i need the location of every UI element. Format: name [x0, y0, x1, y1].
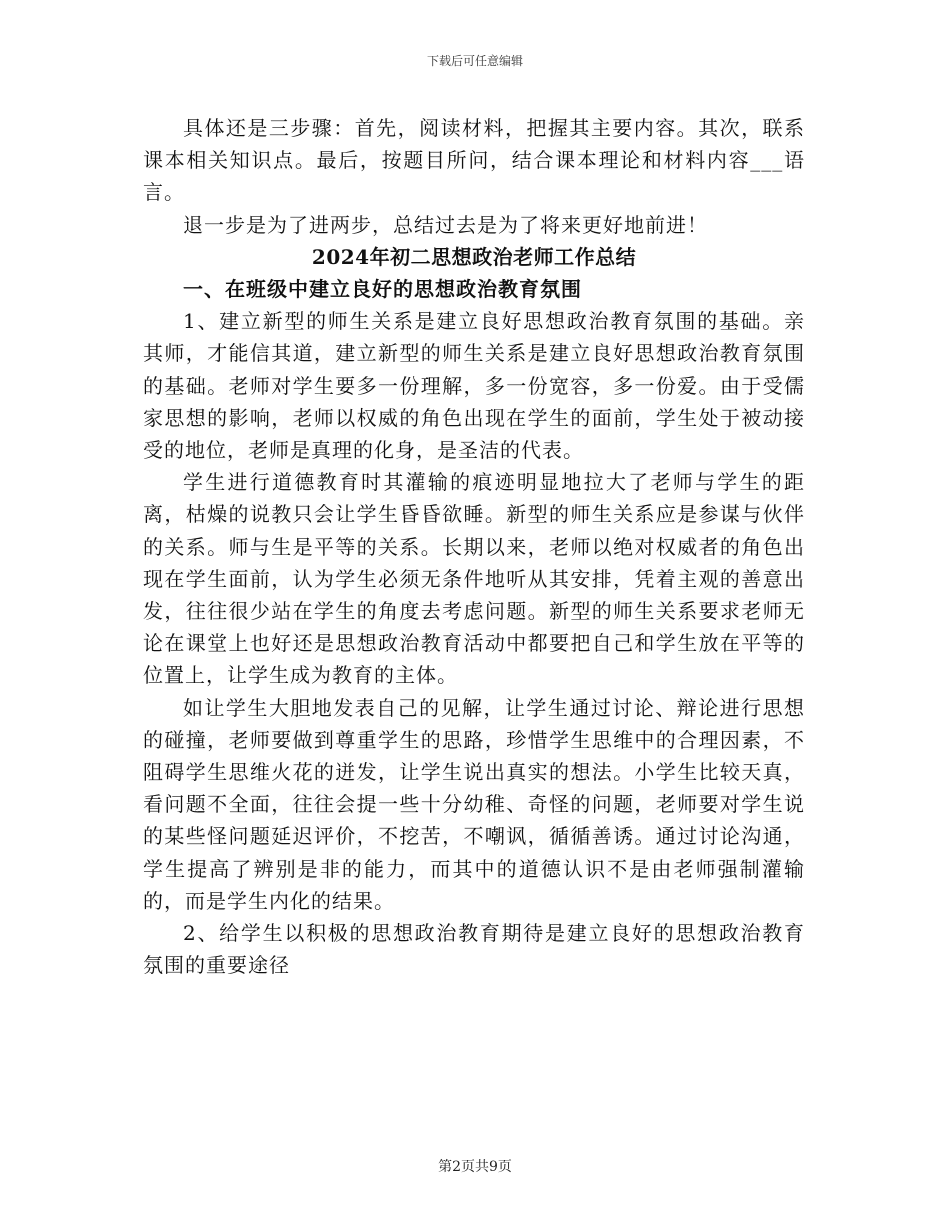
section-heading-1: 一、在班级中建立良好的思想政治教育氛围: [183, 277, 582, 302]
paragraph-steps: 具体还是三步骤：首先，阅读材料，把握其主要内容。其次，联系课本相关知识点。最后，按题目所问，结合课本理论和材料内容___语言。: [143, 116, 805, 205]
paragraph-positive-expectation: 2、给学生以积极的思想政治教育期待是建立良好的思想政治教育氛围的重要途径: [143, 921, 805, 978]
paragraph-summary-motto: 退一步是为了进两步，总结过去是为了将来更好地前进！: [183, 212, 708, 237]
paragraph-new-relationship: 学生进行道德教育时其灌输的痕迹明显地拉大了老师与学生的距离，枯燥的说教只会让学生昏昏欲睡。新型的师生关系应是参谋与伙伴的关系。师与生是平等的关系。长期以来，老师以绝对权威者的角色出现在学生面前，认为学生必须无条件地听从其安排，凭着主观的善意出发，往往很少站在学生的角度去考虑问题。新型的师生关系要求老师无论在课堂上也好还是思想政治教育活动中都要把自己和学生放在平等的位置上，让学生成为教育的主体。: [143, 470, 805, 688]
document-body: [143, 112, 805, 981]
paragraph-student-expression: 如让学生大胆地发表自己的见解，让学生通过讨论、辩论进行思想的碰撞，老师要做到尊重学生的思路，珍惜学生思维中的合理因素，不阻碍学生思维火花的迸发，让学生说出真实的想法。小学生比较天真，看问题不全面，往往会提一些十分幼稚、奇怪的问题，老师要对学生说的某些怪问题延迟评价，不挖苦，不嘲讽，循循善诱。通过讨论沟通，学生提高了辨别是非的能力，而其中的道德认识不是由老师强制灌输的，而是学生内化的结果。: [143, 695, 805, 913]
page-header: 下载后可任意编辑: [426, 54, 523, 68]
document-title: 2024年初二思想政治老师工作总结: [311, 244, 637, 269]
paragraph-teacher-student-relationship: 1、建立新型的师生关系是建立良好思想政治教育氛围的基础。亲其师，才能信其道，建立新型的师生关系是建立良好思想政治教育氛围的基础。老师对学生要多一份理解，多一份宽容，多一份爱。由于受儒家思想的影响，老师以权威的角色出现在学生的面前，学生处于被动接受的地位，老师是真理的化身，是圣洁的代表。: [143, 309, 805, 463]
page-number: 第2页共9页: [438, 1159, 512, 1175]
